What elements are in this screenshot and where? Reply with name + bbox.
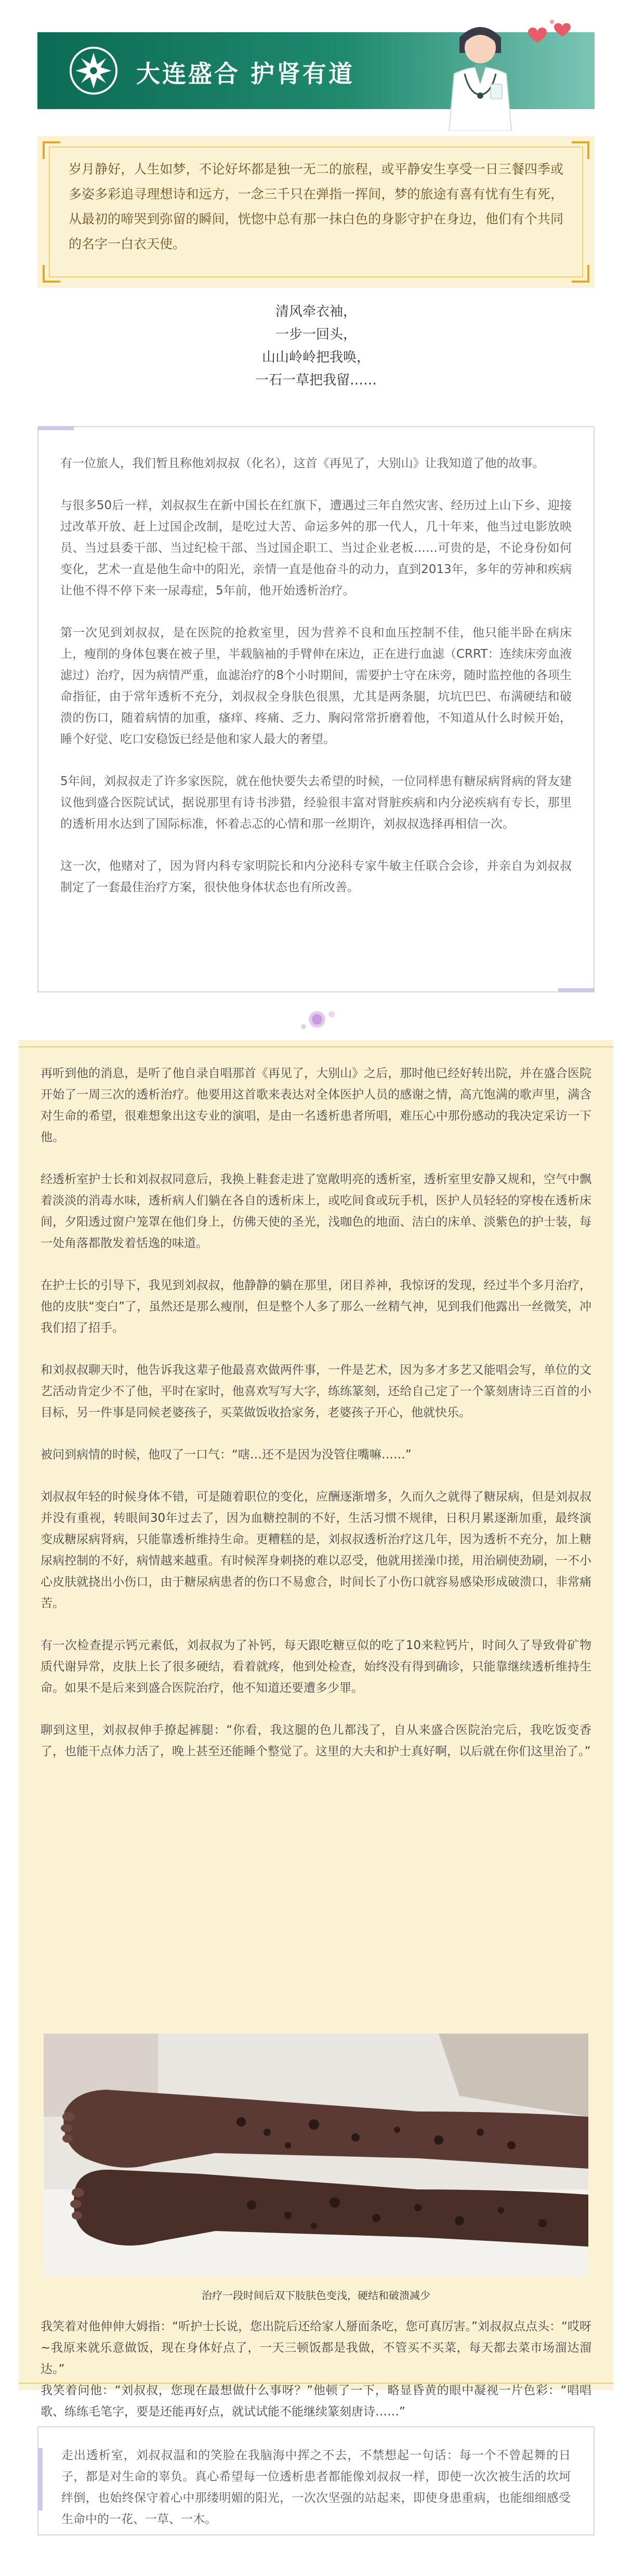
corner-decoration (43, 265, 60, 283)
hospital-logo-icon (69, 46, 118, 96)
bubbles-divider-icon (291, 1005, 343, 1036)
main-content (41, 1063, 591, 1762)
intro-text: 岁月静好，人生如梦，不论好坏都是独一无二的旅程，或平静安生享受一日三餐四季或多姿多彩追寻理想诗和远方，一念三千只在弹指一挥间，梦的旅途有喜有忧有生有死，从最初的啼哭到弥留的瞬间，恍惚中总有那一抹白色的身影守护在身边，他们有个共同的名字一白衣天使。 (69, 162, 563, 251)
story-content (60, 453, 572, 898)
poem-line: 一石一草把我留…… (255, 373, 377, 388)
main-paragraph: 被问到病情的时候，他叹了一口气：“嗐…还不是因为没管住嘴嘛……” (41, 1448, 412, 1462)
accent-bar (558, 988, 595, 992)
main-paragraph: 在护士长的引导下，我见到刘叔叔，他静静的躺在那里，闭目养神，我惊讶的发现，经过半个多月治疗，他的皮肤“变白”了，虽然还是那么瘦削，但是整个人多了那么一丝精气神，见到我们他露出一丝微笑，冲我们招了招手。 (41, 1279, 591, 1335)
corner-decoration (43, 141, 60, 159)
main-paragraph: 再听到他的消息，是听了他自录自唱那首《再见了，大别山》之后，那时他已经好转出院，并在盛合医院开始了一周三次的透析治疗。他要用这首歌来表达对全体医护人员的感谢之情，高亢饱满的歌声里，满含对生命的希望，很难想象出这专业的演唱，是由一名透析患者所唱，难压心中那份感动的我决定采访一下他。 (41, 1067, 591, 1144)
main-paragraph: 我笑着对他伸伸大姆指：“听护士长说，您出院后还给家人掰面条吃，您可真厉害。”刘叔叔点点头：“哎呀~我原来就乐意做饭，现在身体好点了，一天三顿饭都是我做，不管买不买菜，每天都去菜市场溜达溜达。” (41, 2320, 591, 2376)
header-banner (37, 32, 595, 109)
poem (0, 300, 632, 392)
corner-decoration (572, 265, 589, 283)
story-paragraph: 5年间，刘叔叔走了许多家医院，就在他快要失去希望的时候，一位同样患有糖尿病肾病的肾友建议他到盛合医院试试，据说那里有诗书涉猎，经验很丰富对肾脏疾病和内分泌疾病有专长，那里的透析用水达到了国际标准，怀着忐忑的心情和那一丝期许，刘叔叔选择再相信一次。 (60, 775, 572, 831)
accent-bar (37, 426, 74, 430)
main-paragraph: 和刘叔叔聊天时，他告诉我这辈子他最喜欢做两件事，一件是艺术，因为多才多艺又能唱会写，单位的文艺活动肯定少不了他，平时在家时，他喜欢写写大字，练练篆刻，还给自己定了一个篆刻唐诗三百首的小目标，另一件事是同候老婆孩子，买菜做饭收拾家务，老婆孩子开心，他就快乐。 (41, 1363, 591, 1419)
legs-photo (44, 2034, 588, 2277)
main-paragraph: 有一次检查提示钙元素低，刘叔叔为了补钙，每天跟吃糖豆似的吃了10来粒钙片，时间久了导致骨矿物质代谢异常，皮肤上长了很多硬结，看着就疼，他到处检查，始终没有得到确诊，只能靠继续透析维持生命。如果不是后来到盛合医院治疗，他不知道还要遭多少罪。 (41, 1639, 591, 1695)
story-paragraph: 这一次，他赌对了，因为肾内科专家明院长和内分泌科专家牛敏主任联合会诊，并亲自为刘叔叔制定了一套最佳治疗方案，很快他身体状态也有所改善。 (60, 859, 572, 894)
main-paragraph: 经透析室护士长和刘叔叔同意后，我换上鞋套走进了宽敞明亮的透析室，透析室里安静又规和，空气中飘着淡淡的消毒水味，透析病人们躺在各自的透析床上，或吃间食或玩手机，医护人员轻轻的穿梭在透析床间，夕阳透过窗户笼罩在他们身上，仿佛天使的圣光，浅咖色的地面、洁白的床单、淡紫色的护士装，每一处角落都散发着恬逸的味道。 (41, 1173, 591, 1250)
main-paragraph: 刘叔叔年轻的时候身体不错，可是随着职位的变化，应酬逐渐增多，久而久之就得了糖尿病，但是刘叔叔并没有重视，转眼间30年过去了，因为血糖控制的不好，生活习惯不规律，日积月累逐渐加重，最终演变成糖尿病肾病，只能靠透析维持生命。更糟糕的是，刘叔叔透析治疗这几年，因为透析不充分，加上糖尿病控制的不好，病情越来越重。有时候浑身刺挠的难以忍受，他就用搓澡巾搓，用治刷使劲刷，一不小心皮肤就挠出小伤口，由于糖尿病患者的伤口不易愈合，时间长了小伤口就容易感染形成破溃口，非常痛苦。 (41, 1490, 591, 1610)
main-section (19, 1040, 613, 2419)
accent-bar (38, 2448, 43, 2511)
photo-caption: 治疗一段时间后双下肢肤色变浅，硬结和破溃减少 (202, 2289, 430, 2302)
main-paragraph: 聊到这里，刘叔叔伸手撩起裤腿：“你看，我这腿的色儿都浅了，自从来盛合医院治完后，我吃饭变香了，也能干点体力活了，晚上甚至还能睡个整觉了。这里的大夫和护士真好啊，以后就在你们这里治了。” (41, 1723, 591, 1758)
main-tail-content (41, 2316, 591, 2423)
poem-line: 一步一回头， (275, 327, 357, 342)
doctor-illustration-icon (428, 6, 532, 131)
story-paragraph: 有一位旅人，我们暂且称他刘叔叔（化名），这首《再见了，大别山》让我知道了他的故事。 (60, 457, 545, 470)
header-title: 大连盛合 护肾有道 (136, 60, 355, 88)
corner-decoration (572, 141, 589, 159)
story-paragraph: 与很多50后一样，刘叔叔生在新中国长在红旗下，遭遇过三年自然灾害、经历过上山下乡、迎接过改革开放、赶上过国企改制，是吃过大苦、命运多舛的那一代人，几十年来，他当过电影放映员、当过县委干部、当过纪检干部、当过国企职工、当过企业老板……可贵的是，不论身份如何变化，艺术一直是他生命中的阳光，亲情一直是他奋斗的动力，直到2013年，多年的劳神和疾病让他不得不停下来一尿毒症，5年前，他开始透析治疗。 (60, 499, 572, 597)
story-box (37, 426, 595, 992)
poem-line: 清风牵衣袖， (275, 304, 357, 320)
section-rule (19, 1046, 613, 1047)
closing-text: 走出透析室，刘叔叔温和的笑脸在我脑海中挥之不去，不禁想起一句话：每一个不曾起舞的日子，都是对生命的辜负。真心希望每一位透析患者都能像刘叔叔一样，即使一次次被生活的坎坷绊倒，也始终保守着心中那缕明媚的阳光，一次次坚强的站起来，即使身患重病，也能细细感受生命中的一花、一草、一木。 (61, 2449, 571, 2526)
poem-line: 山山岭岭把我唤， (261, 350, 370, 365)
closing-box (37, 2426, 595, 2535)
main-paragraph: 我笑着问他：“刘叔叔，您现在最想做什么事呀？”他顿了一下，略显昏黄的眼中凝视一片色彩：“唱唱歌、练练毛笔字，要是还能再好点，就试试能不能继续篆刻唐诗……” (41, 2384, 591, 2419)
intro-box (37, 136, 595, 288)
story-paragraph: 第一次见到刘叔叔，是在医院的抢救室里，因为营养不良和血压控制不佳，他只能半卧在病床上，瘦削的身体包裹在被子里，半载脑袖的手臂伸在床边，正在进行血滤（CRRT：连续床旁血液滤过）治疗，因为病情严重，血滤治疗的8个小时期间，需要护士守在床旁，随时监控他的各项生命指征，由于常年透析不充分，刘叔叔全身肤色很黑，尤其是两条腿，坑坑巴巴、布满硬结和破溃的伤口，随着病情的加重，瘙痒、疼痛、乏力、胸闷常常折磨着他，不知道从什么时候开始，睡个好觉、吃口安稳饭已经是他和家人最大的奢望。 (60, 626, 572, 746)
